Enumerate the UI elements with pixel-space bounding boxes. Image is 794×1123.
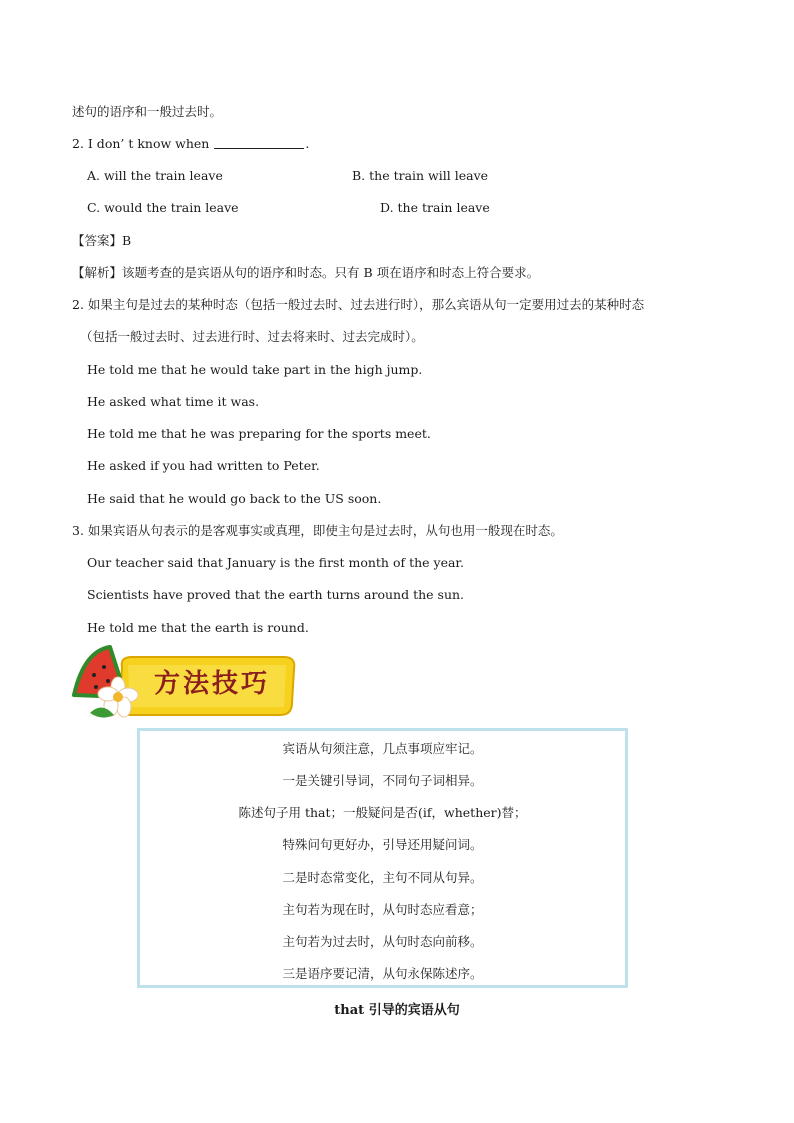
option-b: B. the train will leave bbox=[352, 168, 489, 183]
question-stem bbox=[72, 136, 309, 152]
tip-line: 三是语序要记清，从句永保陈述序。 bbox=[282, 966, 483, 981]
example-line: He asked if you had written to Peter. bbox=[87, 458, 320, 473]
option-d: D. the train leave bbox=[380, 200, 490, 215]
example-line: He told me that he would take part in the high jump. bbox=[87, 362, 423, 377]
rule2-line2: （包括一般过去时、过去进行时、过去将来时、过去完成时）。 bbox=[80, 329, 424, 344]
question-stem-end: . bbox=[305, 136, 310, 151]
option-a: A. will the train leave bbox=[87, 168, 223, 183]
example-line: Scientists have proved that the earth turns around the sun. bbox=[87, 587, 465, 602]
example-line: He said that he would go back to the US soon. bbox=[87, 491, 382, 506]
analysis-line bbox=[72, 265, 539, 281]
tips-box bbox=[137, 728, 628, 988]
example-line: He asked what time it was. bbox=[87, 394, 260, 409]
analysis-text: 该题考查的是宾语从句的语序和时态。只有 B 项在语序和时态上符合要求。 bbox=[122, 265, 540, 280]
answer-label: 【答案】 bbox=[72, 233, 123, 248]
intro-tail: 述句的语序和一般过去时。 bbox=[72, 104, 223, 119]
answer-value: B bbox=[122, 233, 132, 248]
tip-line: 特殊问句更好办，引导还用疑问词。 bbox=[282, 837, 483, 852]
example-line: Our teacher said that January is the first month of the year. bbox=[87, 555, 464, 570]
method-banner-title: 方法技巧 bbox=[154, 669, 271, 699]
answer-blank bbox=[214, 136, 304, 149]
example-line: He told me that the earth is round. bbox=[87, 620, 309, 635]
answer-line bbox=[72, 233, 131, 249]
method-banner bbox=[70, 645, 300, 723]
tip-line: 一是关键引导词，不同句子词相异。 bbox=[282, 773, 483, 788]
section-caption: that 引导的宾语从句 bbox=[334, 1003, 460, 1018]
question-stem-text: 2. I don’ t know when bbox=[72, 136, 210, 151]
rule2-line1: 2. 如果主句是过去的某种时态（包括一般过去时、过去进行时），那么宾语从句一定要用过去的某种时态 bbox=[72, 297, 645, 312]
tip-line: 陈述句子用 that；一般疑问是否(if，whether)替； bbox=[238, 805, 527, 820]
rule3-line1: 3. 如果宾语从句表示的是客观事实或真理，即使主句是过去时，从句也用一般现在时态。 bbox=[72, 523, 563, 538]
tip-line: 二是时态常变化，主句不同从句异。 bbox=[282, 870, 483, 885]
tip-line: 主句若为现在时，从句时态应看意； bbox=[282, 902, 483, 917]
analysis-label: 【解析】 bbox=[72, 265, 123, 280]
option-c: C. would the train leave bbox=[87, 200, 239, 215]
example-line: He told me that he was preparing for the sports meet. bbox=[87, 426, 431, 441]
tip-line: 宾语从句须注意，几点事项应牢记。 bbox=[282, 741, 483, 756]
tip-line: 主句若为过去时，从句时态向前移。 bbox=[282, 934, 483, 949]
